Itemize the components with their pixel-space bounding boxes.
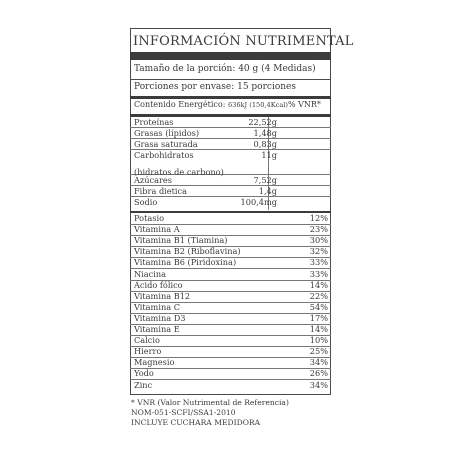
nutrient-row bbox=[130, 176, 331, 186]
micronutrient-row bbox=[130, 358, 331, 369]
micronutrient-vnr: 23% bbox=[309, 224, 328, 235]
micronutrient-vnr: 25% bbox=[309, 346, 328, 357]
serving-size: Tamaño de la porción: 40 g (4 Medidas) bbox=[134, 64, 316, 74]
nutrient-value: 100,4mg bbox=[240, 197, 277, 207]
micronutrient-label: Yodo bbox=[134, 368, 154, 379]
micronutrient-vnr: 12% bbox=[309, 213, 328, 223]
nutrient-label: Sodio bbox=[134, 197, 158, 207]
energy-value: 636kJ (150,4Kcal) bbox=[227, 101, 288, 109]
micronutrient-vnr: 34% bbox=[309, 379, 328, 390]
nutrient-row bbox=[130, 187, 331, 197]
footnote-nom: NOM-051-SCFI/SSA1-2010 bbox=[131, 408, 236, 417]
micronutrient-vnr: 14% bbox=[309, 324, 328, 334]
micronutrient-label: Vitamina B1 (Tiamina) bbox=[134, 235, 228, 246]
micronutrient-label: Hierro bbox=[134, 346, 162, 357]
micronutrient-label: Calcio bbox=[134, 335, 160, 346]
nutrient-value: 1,4g bbox=[258, 186, 277, 196]
micronutrient-vnr: 33% bbox=[309, 268, 328, 279]
micronutrient-row bbox=[130, 381, 331, 392]
nutrient-row bbox=[130, 129, 331, 139]
servings-per-container: Porciones por envase: 15 porciones bbox=[134, 82, 296, 92]
micronutrient-vnr: 22% bbox=[309, 290, 328, 301]
nutrient-label-carbohydrates-note: (hidratos de carbono) bbox=[134, 167, 224, 177]
micronutrient-vnr: 54% bbox=[309, 301, 328, 312]
footnote-vnr: * VNR (Valor Nutrimental de Referencia) bbox=[131, 398, 289, 407]
divider bbox=[130, 79, 331, 80]
micronutrient-label: Vitamina A bbox=[134, 224, 180, 235]
micronutrient-label: Vitamina E bbox=[134, 324, 180, 334]
nutrient-row bbox=[130, 140, 331, 150]
micronutrient-label: Vitamina B6 (Piridoxina) bbox=[134, 257, 237, 268]
nutrient-label: Grasas (lípidos) bbox=[134, 128, 200, 138]
nutrient-label: Carbohidratos bbox=[134, 150, 194, 160]
nutrient-value: 22,52g bbox=[248, 117, 277, 127]
micronutrient-label: Magnesio bbox=[134, 357, 175, 368]
micronutrient-vnr: 32% bbox=[309, 246, 328, 257]
micronutrient-vnr: 34% bbox=[309, 357, 328, 368]
micronutrient-row bbox=[130, 325, 331, 336]
nutrient-value: 11g bbox=[261, 150, 277, 160]
micronutrient-label: Vitamina B12 bbox=[134, 290, 191, 301]
title-divider-bar bbox=[130, 52, 331, 60]
nutrient-label: Fibra dietica bbox=[134, 186, 188, 196]
nutrient-label: Grasa saturada bbox=[134, 139, 198, 149]
micronutrient-label: Potasio bbox=[134, 213, 165, 223]
nutrient-row bbox=[130, 198, 331, 210]
micronutrient-vnr: 17% bbox=[309, 312, 328, 323]
nutrient-value: 1,48g bbox=[253, 128, 277, 138]
serving-divider-bar bbox=[130, 96, 331, 99]
nutrient-label: Azúcares bbox=[134, 175, 172, 185]
row-divider bbox=[130, 196, 331, 197]
micronutrient-vnr: 10% bbox=[309, 335, 328, 346]
vnr-header: % VNR* bbox=[287, 100, 321, 109]
micronutrient-label: Vitamina B2 (Riboflavina) bbox=[134, 246, 241, 257]
micronutrient-label: Vitamina D3 bbox=[134, 312, 186, 323]
micronutrient-vnr: 33% bbox=[309, 257, 328, 268]
nutrient-row bbox=[130, 118, 331, 128]
micronutrient-vnr: 26% bbox=[309, 368, 328, 379]
micronutrient-label: Vitamina C bbox=[134, 301, 180, 312]
micronutrient-vnr: 14% bbox=[309, 279, 328, 290]
energy-row bbox=[134, 100, 321, 109]
nutrient-value: 0,83g bbox=[253, 139, 277, 149]
micronutrient-row bbox=[130, 369, 331, 380]
nutrient-label: Proteínas bbox=[134, 117, 174, 127]
micronutrient-label: Ácido fólico bbox=[134, 279, 183, 290]
energy-label: Contenido Energético: bbox=[134, 100, 226, 109]
micronutrient-vnr: 30% bbox=[309, 235, 328, 246]
label-title: INFORMACIÓN NUTRIMENTAL bbox=[133, 34, 354, 49]
micronutrient-label: Niacina bbox=[134, 268, 167, 279]
nutrient-value: 7,52g bbox=[253, 175, 277, 185]
micronutrient-label: Zinc bbox=[134, 379, 153, 390]
footnote-spoon: INCLUYE CUCHARA MEDIDORA bbox=[131, 418, 261, 427]
